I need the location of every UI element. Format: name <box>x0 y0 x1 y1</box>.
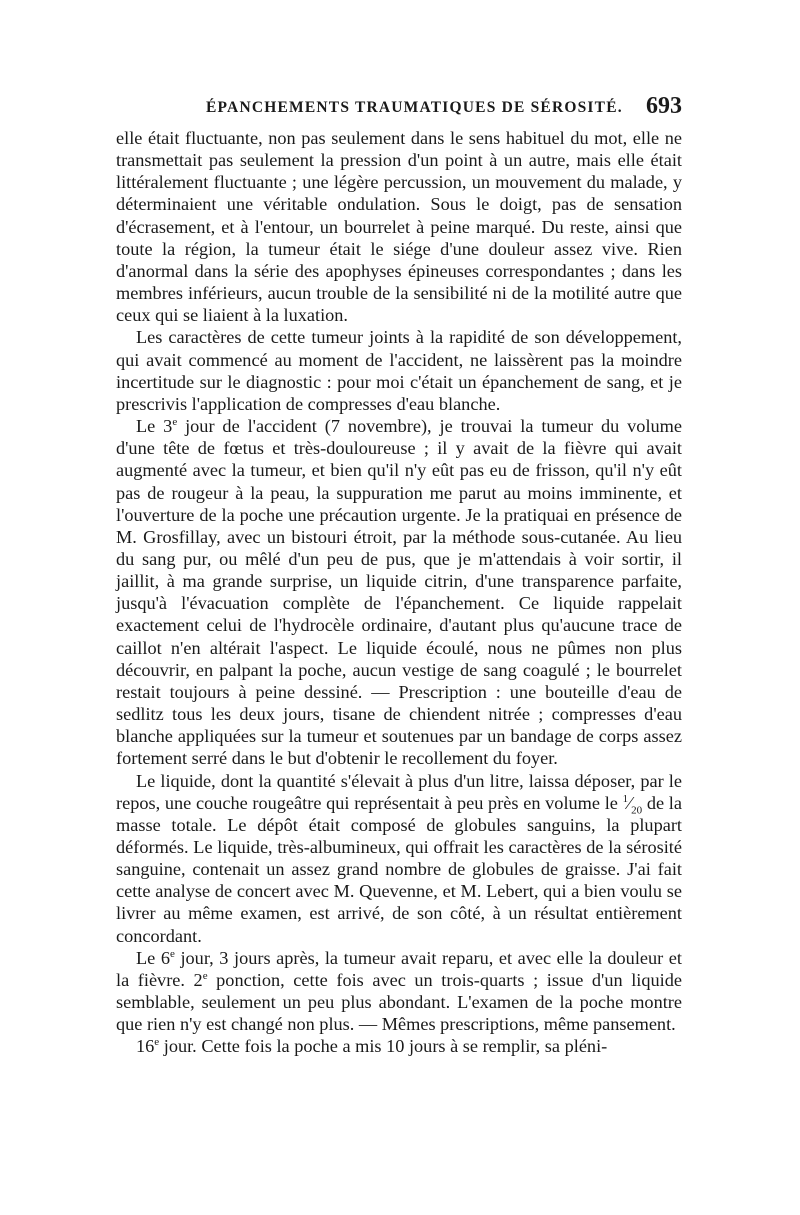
paragraph-3: Le 3e jour de l'accident (7 novembre), je trouvai la tumeur du volume d'une tête de fœtus et très-douloureuse ; il y avait de la fièvre qui avait augmenté avec la tumeur, et bien qu'il n'y eût pas eu de frisson, qu'il n'y eût pas de rougeur à la peau, la suppuration me parut au moins imminente, et l'ouverture de la poche une précaution urgente. Je la pratiquai en présence de M. Grosfillay, avec un bistouri étroit, par la méthode sous-cutanée. Au lieu du sang pur, ou mêlé d'un peu de pus, que je m'attendais à voir sortir, il jaillit, à ma grande surprise, un liquide citrin, d'une transparence parfaite, jusqu'à l'évacuation complète de l'épanchement. Ce liquide rappelait exactement celui de l'hydrocèle ordinaire, d'autant plus qu'aucune trace de caillot n'en altérait l'aspect. Le liquide écoulé, nous ne pûmes non plus découvrir, en palpant la poche, aucun vestige de sang coagulé ; le bourrelet restait toujours à peine dessiné. — Prescription : une bouteille d'eau de sedlitz tous les deux jours, tisane de chiendent nitrée ; compresses d'eau blanche appliquées sur la tumeur et soutenues par un bandage de corps assez fortement serré dans le but d'obtenir le recollement du foyer. <box>116 415 682 769</box>
paragraph-2: Les caractères de cette tumeur joints à la rapidité de son développement, qui avait commencé au moment de l'accident, ne laissèrent pas la moindre incertitude sur le diagnostic : pour moi c'était un épanchement de sang, et je prescrivis l'application de compresses d'eau blanche. <box>116 327 682 414</box>
paragraph-4: Le liquide, dont la quantité s'élevait à plus d'un litre, laissa déposer, par le repos, une couche rougeâtre qui représentait à peu près en volume le $^1⁄_{20}$ de la masse totale. Le dépôt était composé de globules sanguins, la plupart déformés. Le liquide, très-albumineux, qui offrait les caractères de la sérosité sanguine, contenait un assez grand nombre de globules de graisse. J'ai fait cette analyse de concert avec M. Quevenne, et M. Lebert, qui a bien voulu se livrer au même examen, est arrivé, de son côté, à un résultat entièrement concordant. <box>116 770 682 946</box>
page-header <box>116 93 682 121</box>
fraction-numerator: 1 <box>622 792 629 805</box>
running-head: ÉPANCHEMENTS TRAUMATIQUES DE SÉROSITÉ. <box>206 99 623 116</box>
body-text <box>116 127 682 1058</box>
page-number: 693 <box>646 93 682 119</box>
paragraph-1: elle était fluctuante, non pas seulement dans le sens habituel du mot, elle ne transmettait pas seulement la pression d'un point à un autre, mais elle était littéralement fluctuante ; une légère percussion, un mouvement du malade, y déterminaient une véritable ondulation. Sous le doigt, pas de sensation d'écrasement, et à l'entour, un bourrelet à peine marqué. Du reste, ainsi que toute la région, la tumeur était le siége d'une douleur assez vive. Rien d'anormal dans la série des apophyses épineuses correspondantes ; dans les membres inférieurs, aucun trouble de la sensibilité ni de la motilité autre que ceux qui se liaient à la luxation. <box>116 128 682 326</box>
fraction-denominator: 20 <box>631 804 643 817</box>
paragraph-5: Le 6e jour, 3 jours après, la tumeur avait reparu, et avec elle la douleur et la fièvre. 2e ponction, cette fois avec un trois-quarts ; issue d'un liquide semblable, seulement un peu plus abondant. L'examen de la poche montre que rien n'y est changé non plus. — Mêmes prescriptions, même pansement. <box>116 947 682 1035</box>
paragraph-6: 16e jour. Cette fois la poche a mis 10 jours à se remplir, sa pléni- <box>136 1036 608 1057</box>
